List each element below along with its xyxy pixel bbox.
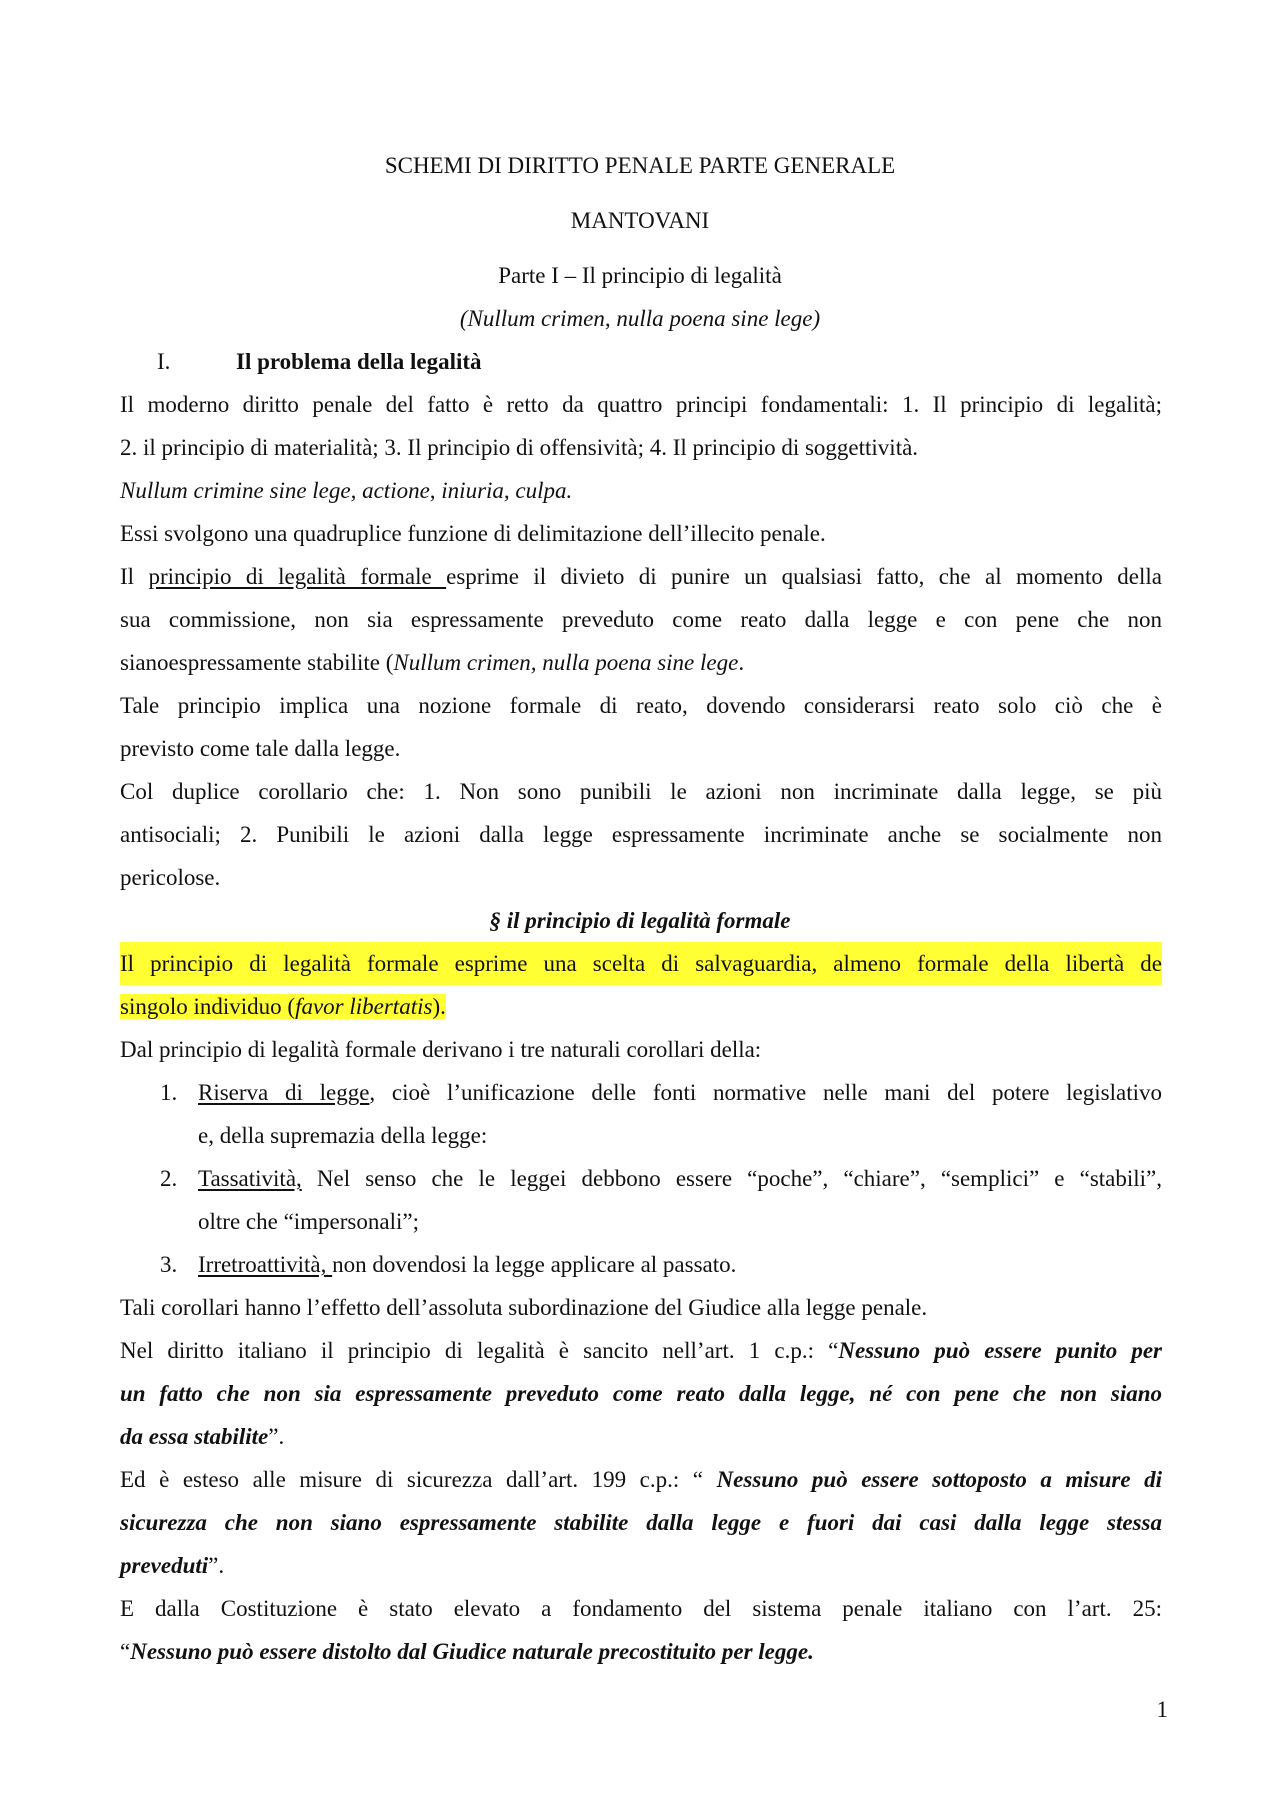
text-line: un fatto che non sia espressamente preveduto come reato dalla legge, né con pene che non siano (120, 1381, 1162, 1406)
text-line: sua commissione, non sia espressamente preveduto come reato dalla legge e con pene che non (120, 607, 1162, 632)
section-number: I. (157, 349, 171, 374)
text-line: Il principio di legalità formale esprime il divieto di punire un qualsiasi fatto, che al momento della (120, 564, 1162, 589)
text-line: Il moderno diritto penale del fatto è retto da quattro principi fondamentali: 1. Il principio di legalità; (120, 392, 1162, 417)
text-line: “Nessuno può essere distolto dal Giudice naturale precostituito per legge. (120, 1639, 814, 1664)
page-number: 1 (1156, 1697, 1168, 1722)
text-line: Tale principio implica una nozione formale di reato, dovendo considerarsi reato solo ciò che è (120, 693, 1162, 718)
text-line: 2. il principio di materialità; 3. Il principio di offensività; 4. Il principio di soggettività. (120, 435, 919, 460)
paragraph-corollary (120, 770, 1162, 899)
text-line: pericolose. (120, 865, 221, 890)
text-line: Riserva di legge, cioè l’unificazione delle fonti normative nelle mani del potere legislativo (198, 1080, 1162, 1105)
text-line: sianoespressamente stabilite (Nullum crimen, nulla poena sine lege. (120, 650, 745, 675)
highlighted-paragraph (120, 942, 1162, 1028)
document-author: MANTOVANI (570, 208, 710, 233)
text-line: Col duplice corollario che: 1. Non sono punibili le azioni non incriminate dalla legge, se più (120, 779, 1162, 804)
paragraph-constitution (120, 1587, 1162, 1673)
underlined-term: principio di legalità formale (148, 564, 447, 589)
text-line: sicurezza che non siano espressamente stabilite dalla legge e fuori dai casi dalla legge stessa (120, 1510, 1162, 1535)
list-number: 1. (160, 1080, 178, 1105)
text-line: Tassatività, Nel senso che le leggei debbono essere “poche”, “chiare”, “semplici” e “stabili”, (198, 1166, 1162, 1191)
text-line: Irretroattività, non dovendosi la legge applicare al passato. (198, 1252, 737, 1277)
text-line: E dalla Costituzione è stato elevato a fondamento del sistema penale italiano con l’art. 25: (120, 1596, 1162, 1621)
paragraph-art199 (120, 1458, 1162, 1587)
list-number: 2. (160, 1166, 178, 1191)
document-title: SCHEMI DI DIRITTO PENALE PARTE GENERALE (384, 153, 896, 178)
text-line: previsto come tale dalla legge. (120, 736, 401, 761)
paragraph-legality (120, 555, 1162, 684)
text-line: antisociali; 2. Punibili le azioni dalla legge espressamente incriminate anche se socialmente non (120, 822, 1162, 847)
text-line: Nel diritto italiano il principio di legalità è sancito nell’art. 1 c.p.: “Nessuno può essere punito per (120, 1338, 1162, 1363)
text-line: Ed è esteso alle misure di sicurezza dall’art. 199 c.p.: “ Nessuno può essere sottoposto a misure di (120, 1467, 1162, 1492)
text-line: e, della supremazia della legge: (198, 1123, 488, 1148)
paragraph-subordination: Tali corollari hanno l’effetto dell’assoluta subordinazione del Giudice alla legge penale. (120, 1295, 928, 1320)
part-title: Parte I – Il principio di legalità (498, 263, 782, 288)
text-line: singolo individuo (favor libertatis). (120, 994, 446, 1019)
text-line: preveduti”. (120, 1553, 225, 1578)
text-line: oltre che “impersonali”; (198, 1209, 419, 1234)
section-title: Il problema della legalità (236, 349, 482, 374)
paragraph-notion (120, 684, 1162, 770)
text-line: Il principio di legalità formale esprime una scelta di salvaguardia, almeno formale della libertà de (120, 942, 1162, 985)
subheading: § il principio di legalità formale (489, 908, 791, 933)
latin-maxim: Nullum crimine sine lege, actione, iniuria, culpa. (120, 478, 573, 503)
paragraph-art1 (120, 1329, 1162, 1458)
list-number: 3. (160, 1252, 178, 1277)
paragraph-principles (120, 383, 1162, 469)
paragraph-derivation: Dal principio di legalità formale derivano i tre naturali corollari della: (120, 1037, 762, 1062)
part-motto: (Nullum crimen, nulla poena sine lege) (459, 306, 821, 331)
text-line: da essa stabilite”. (120, 1424, 285, 1449)
paragraph-function: Essi svolgono una quadruplice funzione di delimitazione dell’illecito penale. (120, 521, 826, 546)
